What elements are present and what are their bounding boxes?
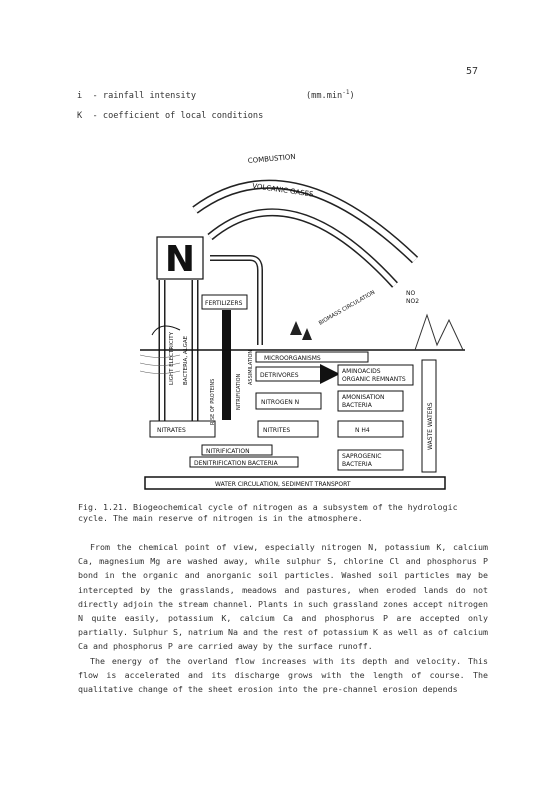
nitrification-small-label: NITRIFICATION	[236, 373, 242, 410]
no-label: NO	[406, 290, 416, 297]
rise-of-proteins-label: RISE OF PROTEINS	[210, 378, 216, 425]
fertilizers-label: FERTILIZERS	[205, 300, 243, 307]
nh4-label: N H4	[355, 427, 370, 434]
nitrogen-cycle-figure	[140, 145, 465, 495]
definition-rainfall-intensity	[77, 91, 196, 101]
nitrites-label: NITRITES	[263, 427, 291, 434]
microorganisms-label: MICROORGANISMS	[264, 355, 321, 362]
mountain-icon	[415, 315, 463, 350]
unit-base: (mm.min	[306, 90, 343, 101]
paragraph-2: The energy of the overland flow increases with its depth and velocity. This flow is accelerated and its discharge grows with the length of course. The qualitative change of the sheet erosion into the pre-channel erosion depends	[78, 655, 488, 695]
saprogenic-bacteria-label: BACTERIA	[342, 461, 372, 468]
water-circulation-label: WATER CIRCULATION, SEDIMENT TRANSPORT	[215, 481, 351, 488]
aminoacids-label: AMINOACIDS	[342, 368, 381, 375]
bacteria-label: BACTERIA	[342, 402, 372, 409]
light-electricity-label: LIGHT ELECTRICITY	[169, 331, 175, 385]
unit-close: )	[349, 90, 355, 101]
combustion-label: COMBUSTION	[247, 152, 296, 165]
nitrates-label: NITRATES	[157, 427, 186, 434]
n-symbol: N	[164, 239, 196, 280]
volcanic-gases-label: VOLCANIC GASES	[251, 182, 314, 199]
denitrification-label: DENITRIFICATION BACTERIA	[194, 460, 278, 467]
definition-symbol: i	[77, 91, 83, 101]
figure-caption: Fig. 1.21. Biogeochemical cycle of nitrogen as a subsystem of the hydrologic cycle. The main reserve of nitrogen is in the atmosphere.	[78, 502, 458, 523]
assimilation-label: ASSIMILATION	[248, 349, 254, 385]
nitrification-label: NITRIFICATION	[206, 448, 250, 455]
nh4-box	[338, 421, 403, 437]
definition-coefficient	[77, 111, 263, 121]
definition-text: - coefficient of local conditions	[92, 111, 264, 121]
unit-label	[306, 89, 355, 101]
no2-label: NO2	[406, 298, 420, 305]
trees-icon	[290, 321, 312, 340]
waste-waters-label: WASTE WATERS	[427, 402, 434, 450]
definition-text: - rainfall intensity	[92, 91, 197, 101]
unit-exponent: -1	[342, 89, 350, 96]
amonisation-label: AMONISATION	[342, 394, 385, 401]
detritivores-label: DETRIVORES	[260, 372, 299, 379]
nitrogen-n-label: NITROGEN N	[261, 399, 300, 406]
bacteria-algae-label: BACTERIA, ALGAE	[183, 335, 189, 385]
saprogenic-label: SAPROGENIC	[342, 453, 382, 460]
organic-remnants-label: ORGANIC REMNANTS	[342, 376, 406, 383]
biomass-circulation-label: BIOMASS CIRCULATION	[318, 289, 377, 327]
page-number: 57	[466, 66, 479, 77]
paragraph-1: From the chemical point of view, especially nitrogen N, potassium K, calcium Ca, magnesium Mg are washed away, while sulphur S, chlorine Cl and phosphorus P bond in the organic and anorganic soil particles. Washed soil particles may be intercepted by the grasslands, meadows and pastures, when eroded lands do not directly adjoin the stream channel. Plants in such grassland zones accept nitrogen N quite easily, potassium K, calcium Ca and phosphorus P are accepted only partially. Sulphur S, natrium Na and the rest of potassium K as well as of calcium Ca and phosphorus P are carried away by the surface runoff.	[78, 542, 488, 652]
body-text	[78, 540, 488, 696]
fertilizer-flow	[222, 310, 231, 420]
definition-symbol: K	[77, 111, 83, 121]
